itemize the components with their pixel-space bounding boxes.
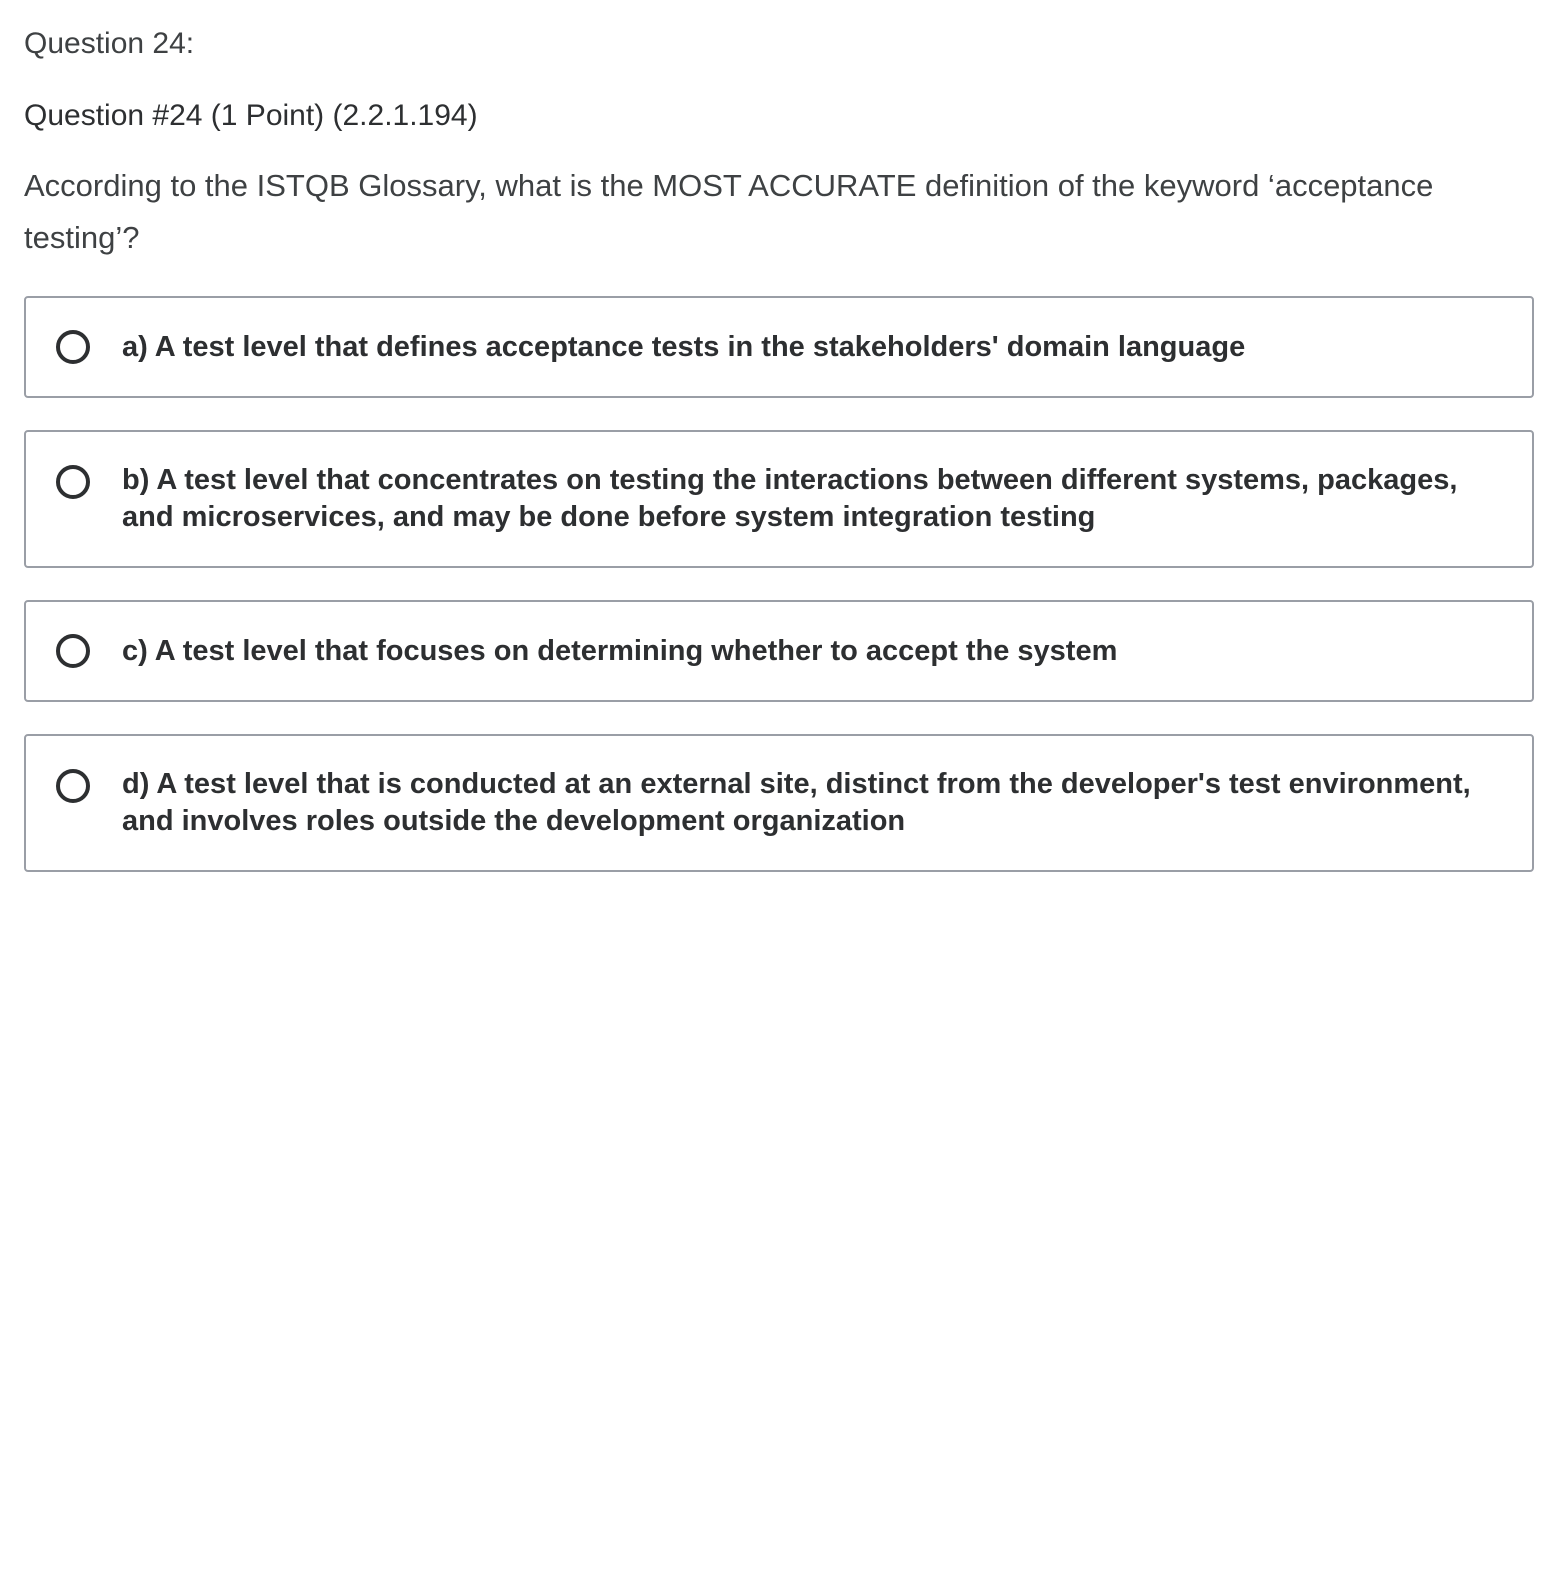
radio-button-a[interactable] xyxy=(56,330,90,364)
answer-option-a[interactable] xyxy=(24,296,1534,398)
question-meta: Question #24 (1 Point) (2.2.1.194) xyxy=(24,99,478,132)
question-prompt: According to the ISTQB Glossary, what is the MOST ACCURATE definition of the keyword ‘acceptance testing’? xyxy=(24,168,1434,255)
answer-option-label: d) A test level that is conducted at an external site, distinct from the developer's test environment, and involves roles outside the development organization xyxy=(122,768,1471,837)
radio-button-c[interactable] xyxy=(56,634,90,668)
question-heading: Question 24: xyxy=(24,27,195,60)
answer-option-label: c) A test level that focuses on determining whether to accept the system xyxy=(122,634,1118,667)
radio-button-d[interactable] xyxy=(56,769,90,803)
radio-button-b[interactable] xyxy=(56,465,90,499)
answer-option-label: a) A test level that defines acceptance tests in the stakeholders' domain language xyxy=(122,330,1246,363)
answer-option-label: b) A test level that concentrates on testing the interactions between different systems, packages, and microservices, and may be done before system integration testing xyxy=(122,464,1458,533)
answer-option-d[interactable] xyxy=(24,734,1534,872)
answer-option-c[interactable] xyxy=(24,600,1534,702)
answer-option-b[interactable] xyxy=(24,430,1534,568)
answer-options xyxy=(24,296,1534,872)
